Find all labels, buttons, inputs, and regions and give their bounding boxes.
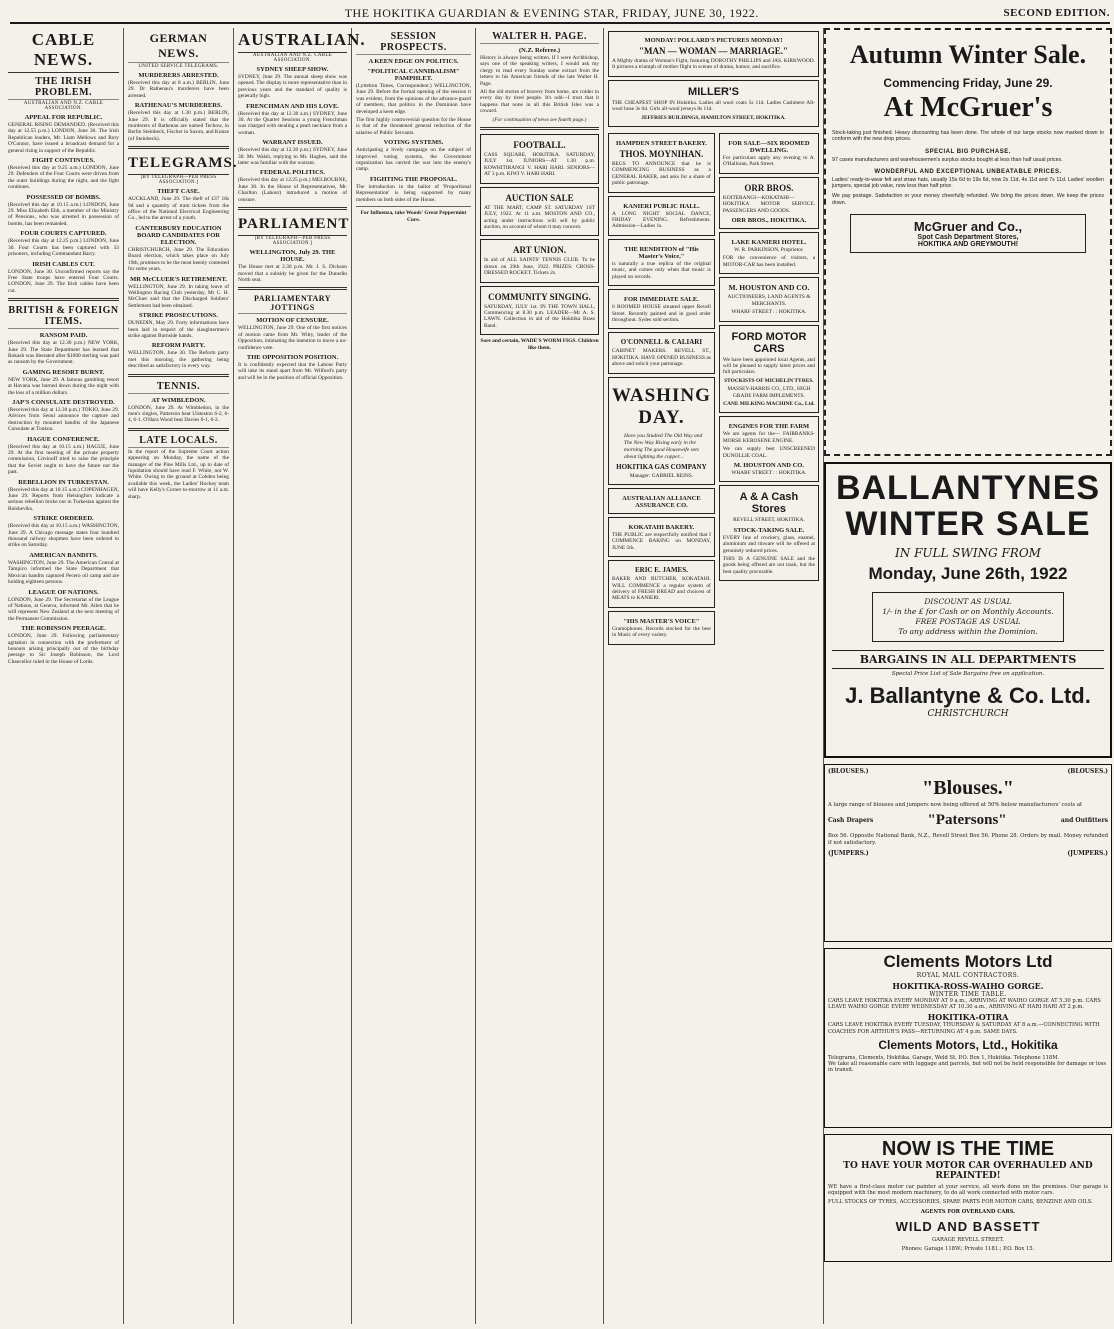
hampden-name: THOS. MOYNIHAN.	[619, 149, 704, 160]
jumpers-label-right: (JUMPERS.)	[1067, 849, 1108, 857]
blouses-body: A large range of blouses and jumpers now being offered at 50% below manufacturers' costs at	[828, 802, 1083, 808]
edition-label: SECOND EDITION.	[1003, 7, 1110, 19]
now-time-body: WE have a first-class motor car painter at your service, all work done on the premises. Our garage is equipped with the most modern machinery, to do all work connected with motor cars.	[828, 1184, 1108, 1197]
article-body: Anticipating a lively campaign on the subject of improved voting systems, the Government organization has carried the war into the enemy's camp.	[356, 147, 471, 173]
stocktaking-body: EVERY line of crockery, glass, enamel, aluminium and tinware will be offered at genuinely reduced prices.	[722, 534, 815, 554]
community-singing-body: SATURDAY, JULY 1st. IN THE TOWN HALL, Commencing at 8.30 p.m. LEADER—Mr A. S. LAWN. Collection in aid of the Hokitika Brass Band.	[484, 303, 595, 329]
massey-harris: MASSEY-HARRIS CO., LTD., HIGH GRADE FARM IMPLEMENTS.	[727, 386, 811, 399]
article-body: WELLINGTON, June 30. The Reform party met this morning, the gathering being described as satisfactory in every way.	[128, 350, 229, 370]
wild-bassett-ad	[824, 1134, 1112, 1262]
art-union-body: In aid of ALL SAINTS' TENNIS CLUB. To be drawn on 29th June, 1922. PRIZES: CROSS-DRESSED ROCKET. Tickets 2s.	[484, 257, 595, 277]
article-body: The first highly controversial question for the House is that of the threatened general reduction of the salaries of Public Servants.	[356, 117, 471, 136]
classified-two-column	[608, 130, 819, 648]
mcgruer-commencing: Commencing Friday, June 29.	[883, 76, 1053, 90]
article-body: History is always being written. If I were Archbishop, says one of the speaking writers, I would ask my clergy to read every Sunday some extract from the letters to his American friends of the late Walter H. Page.	[480, 55, 599, 87]
article-body: (Received this day at 12.30 p.m.) NEW YORK, June 29. The State Department has learned that Bokash was liberated after $1000 sterling was paid as ransom by the Government.	[8, 340, 119, 366]
michelin-stockists: STOCKISTS OF MICHELIN TYRES.	[724, 377, 814, 384]
lake-name: W. R. PARKINSON, Proprietor.	[734, 247, 804, 254]
wild-bassett-name: WILD AND BASSETT	[895, 1218, 1041, 1234]
patersons-row	[828, 812, 1108, 829]
ballantynes-postage: FREE POSTAGE AS USUAL	[915, 617, 1021, 626]
article-heading: POSSESSED OF BOMBS.	[26, 193, 101, 201]
ballantynes-company: J. Ballantyne & Co. Ltd.	[845, 683, 1091, 708]
auction-body: AT THE MART, CAMP ST. SATURDAY 1ST JULY, 1922. At 11 a.m. MOSTON AND CO., acting under instructions will sell by public auction, on account of whom it may concern.	[484, 204, 595, 230]
article-heading: FOUR COURTS CAPTURED.	[20, 230, 107, 238]
auction-title: AUCTION SALE	[505, 192, 574, 203]
ballantynes-special: Special Price List of Sale Bargains free on application.	[891, 671, 1045, 677]
masthead	[10, 4, 1110, 24]
article-body: GENERAL RISING DEMANDED. (Received this day at 12.55 p.m.) LONDON, June 30. The Irish Republican leaders, Mr. Liam Mellows and Rory O'Connor, have issued a broadcast demand for a general rising in support of the Republic.	[8, 122, 119, 154]
clements-timetable: CARS LEAVE HOKITIKA EVERY MONDAY AT 9 a.m., ARRIVING AT WAIHO GORGE AT 5.30 p.m. CARS LEAVE WAIHO GORGE EVERY WEDNESDAY AT 10.30 a.m., ARRIVING AT HARI HARI AT 2 p.m.	[828, 998, 1101, 1011]
article-body: WASHINGTON, June 29. The American Consul at Tampico informed the State Department that Mexican bandits captured Pecero oil camp and are holding eighteen persons.	[8, 559, 119, 586]
kokatahi-body: THE PUBLIC are respectfully notified that I COMMENCE BAKING on MONDAY, JUNE 5th.	[612, 531, 711, 551]
ballantynes-address: To any address within the Dominion.	[898, 627, 1038, 636]
patersons-address: Box 56. Opposite National Bank, N.Z., Revell Street Box 56. Phone 28. Orders by mail. Money refunded if not satisfactory.	[828, 833, 1108, 846]
column-australian	[234, 28, 366, 1324]
article-body: DUNEDIN, May 29. Forty informations have been laid in respect of the slaughtermen's strike against Burnside hands.	[128, 320, 229, 339]
mcgruer-footer	[850, 214, 1086, 253]
article-heading: VOTING SYSTEMS.	[383, 139, 444, 147]
lake-body: FOR the convenience of visitors, a MOTOR-CAR has been installed.	[722, 255, 815, 268]
mcgruer-at: At McGruer's	[883, 92, 1053, 123]
mcgruer-place: HOKITIKA AND GREYMOUTH!	[917, 241, 1019, 249]
hmv-rendition-body: is naturally a true replica of the original music, and comes only when that music is played on records.	[612, 260, 711, 280]
oconnell-body: CABINET MAKERS. REVELL ST., HOKITIKA. HAVE OPENED BUSINESS as above and solicit your patronage.	[612, 348, 711, 368]
cable-association: AUSTRALIAN AND N.Z. CABLE ASSOCIATION.	[23, 101, 104, 111]
article-body: LONDON, June 29. At Wimbledon, in the men's singles, Patterson beat Ulsteston 6-2, 6-4, 6-1. O'Hara Wood beat Davies 6-1, 6-2.	[128, 404, 229, 424]
column-german-news	[124, 28, 238, 1324]
lake-kanieri-ad	[719, 232, 819, 274]
article-body: The House met at 2.30 p.m. Mr. J. S. Dickson moved that a subsidy be given for the Dunedin North seat.	[238, 264, 347, 283]
late-locals-title: LATE LOCALS.	[128, 435, 229, 448]
sale-title: FOR IMMEDIATE SALE.	[624, 296, 699, 304]
classified-right	[719, 130, 819, 648]
article-heading: WARRANT ISSUED.	[262, 139, 323, 147]
article-body: (Lyttelton Times, Correspondent.) WELLINGTON, June 29. Before the formal opening of the session it was evident, from the opinions of the advance-guard of members, that politics in the Dominion have developed a keen edge.	[356, 83, 471, 115]
clements-motors-ad	[824, 948, 1112, 1128]
sale-body: 6 ROOMED HOUSE situated upper Revell Street. Recently painted and in good order throughout. Sydes sold section.	[612, 304, 711, 323]
community-singing-title: COMMUNITY SINGING.	[488, 291, 591, 302]
coal-body: We can supply best UNSCREENED DUNOLLIE COAL.	[722, 446, 815, 459]
column-walter-page	[476, 28, 604, 1324]
millers-body: THE CHEAPEST SHOP IN Hokitika. Ladies all wool coats 5s 11d. Ladies Cashmere All-wool hose 3s 6d. Girls all-wool jerseys 8s 11d.	[612, 99, 815, 113]
eric-title: ERIC E. JAMES.	[634, 566, 688, 575]
article-heading: HAGUE CONFERENCE.	[27, 435, 100, 443]
community-singing-ad	[480, 286, 599, 336]
article-body: (Received this day at 12.25 p.m.) LONDON, June 30. Four Courts has been captured with 33 prisoners, including Commandant Barry.	[8, 238, 119, 258]
press-association: [BY TELEGRAPH—PER PRESS ASSOCIATION.]	[254, 236, 331, 247]
ford-cars-ad	[719, 325, 819, 414]
article-heading: FEDERAL POLITICS.	[259, 169, 326, 177]
hampden-body: BEGS TO ANNOUNCE that he is COMMENCING BUSINESS as a GENERAL BAKER, and asks for a share of public patronage.	[612, 161, 711, 187]
article-body: (Received this day at 1.30 p.m.) BERLIN, June 29. It is officially stated that the murderers of Rathenau are named Techow, in Berlin Steinbeck, Fischer in Saxon, and Kunze (of Steinbeck).	[128, 110, 229, 142]
assurance-ad	[608, 488, 715, 514]
article-heading: THE ROBINSON PEERAGE.	[21, 625, 106, 633]
kaniere-body: A LONG NIGHT SOCIAL DANCE, FRIDAY EVENING. Refreshments. Admission—Ladies 1s.	[612, 210, 711, 230]
auction-ad	[480, 187, 599, 237]
washing-title: WASHING DAY.	[612, 384, 711, 428]
article-body: All the old stories of bravery from home, are colder in every day by tired people. It's odd—I trust that it happens that none in all this British Isles was a coward.	[480, 89, 599, 115]
orr-body: KOITERANGI—KOKATAHI—HOKITIKA MOTOR SERVICE. PASSENGERS AND GOODS.	[722, 194, 815, 214]
mcgruer-special-body: 97 cases manufacturers and warehousemen's surplus stocks bought at less than half usual prices.	[832, 156, 1063, 163]
article-body: In the report of the Supreme Court action appearing on Monday, the name of the manager of the Pine Mills Ltd., up to date of liquidation should have read F. White, not W. White. Owing to the ground at Cobden being available this week, the Ladies' Hockey team will have Kelly's Corner to-morrow at 11 a.m. sharp.	[128, 448, 229, 500]
patent-medicine-ad: For Influenza, take Woods' Great Peppermint Cure.	[360, 210, 467, 223]
article-body: AUCKLAND, June 29. The theft of £37 18s 9d and a quantity of tram tickets from the office of the National Electrical Engineering Co., led to the arrest of a youth.	[128, 196, 229, 222]
article-body: LONDON, June 29. The Secretariat of the League of Nations, at Geneva, informed Mr. Allen that he will represent New Zealand at the next meeting of the Permanent Commission.	[8, 596, 119, 622]
houston-ad	[719, 277, 819, 321]
ballantynes-discount: DISCOUNT AS USUAL	[924, 597, 1012, 606]
column-display-ads	[824, 28, 1112, 1324]
now-time-overland: AGENTS FOR OVERLAND CARS.	[920, 1208, 1016, 1215]
masters-voice-ad	[608, 611, 715, 645]
kokatahi-title: KOKATAHI BAKERY.	[628, 523, 695, 531]
ford-title: FORD MOTOR CARS	[731, 330, 807, 355]
mcgruer-sub: Spot Cash Department Stores,	[917, 234, 1019, 242]
irish-problem-heading: THE IRISH PROBLEM.	[8, 76, 119, 100]
article-subheading: A KEEN EDGE ON POLITICS.	[368, 58, 459, 65]
divider	[356, 206, 471, 207]
mcgruer-exceptional-body: Ladies' ready-to-wear felt and straw hats, usually 15s 6d to 19s 6d, now 2s 11d, 4s 11d and 7s 11d. Ladies' woollen jumpers, special job value, now less than half price.	[832, 176, 1104, 190]
engines-title: ENGINES FOR THE FARM	[728, 423, 810, 431]
football-title: FOOTBALL.	[513, 140, 566, 151]
mcgruer-title: Autumn Winter Sale.	[849, 40, 1087, 69]
article-subheading: "POLITICAL CANNIBALISM" PAMPHLET.	[367, 68, 460, 82]
blouses-top-row	[828, 768, 1108, 775]
millers-title: MILLER'S	[688, 85, 739, 98]
gas-manager: Manager: GABRIEL REINS.	[629, 472, 694, 479]
article-heading: APPEAL FOR REPUBLIC.	[24, 114, 103, 121]
houston-title: M. HOUSTON AND CO.	[728, 283, 810, 293]
section-divider	[238, 207, 347, 210]
masters-title: "HIS MASTER'S VOICE"	[623, 617, 700, 625]
washing-day-ad	[608, 377, 715, 485]
article-body: (Received this day at 10.15 a.m.) HAGUE, June 29. At the first meeting of the private property commission, Litvinoff tried to raise the principle that the Soviet ought to have the future not the past.	[8, 443, 119, 476]
section-divider	[480, 127, 599, 130]
article-body: CHRISTCHURCH, June 29. The Education Board election, which takes place on July 19th, promises to be the most keenly contested for some years.	[128, 246, 229, 273]
telegrams-title: TELEGRAMS.	[128, 153, 229, 175]
football-body: CASS SQUARE, HOKITIKA. SATURDAY, JULY 1st. JUNIORS—AT 1.30 p.m. KOWHITIRANGI V. HARI HARI. SENIORS—AT 3 p.m. KIWI V. HARI HARI.	[484, 152, 595, 178]
article-body: LONDON, June 30. Unconfirmed reports say the Free State troops have entered Four Courts. LONDON, June 29. The Irish cables have been cut.	[8, 268, 119, 294]
german-news-title: GERMAN NEWS.	[128, 31, 229, 63]
patersons-name: "Patersons"	[927, 812, 1007, 829]
article-body: (Received this day at 10.15 a.m.) LONDON, June 29. Miss Elizabeth Ebb, a member of the Ministry of Pensions, who was arrested in possession of bombs, has been remanded.	[8, 201, 119, 227]
article-heading: MURDERERS ARRESTED.	[138, 72, 219, 79]
article-heading: MOTION OF CENSURE.	[256, 317, 329, 325]
now-time-sub: TO HAVE YOUR MOTOR CAR OVERHAULED AND REPAINTED!	[843, 1161, 1093, 1181]
ballantynes-ad	[824, 462, 1112, 758]
ballantynes-bargains: BARGAINS IN ALL DEPARTMENTS	[832, 650, 1104, 669]
ford-body: We have been appointed local Agents, and will be pleased to supply latest prices and full particulars.	[722, 356, 815, 376]
article-body: (Received this day at 12.30 p.m.) SYDNEY, June 30. Mr. Walsh, replying to Mr. Hughes, said the latter was familiar with the warrant.	[238, 147, 347, 167]
immediate-sale-ad	[608, 289, 715, 329]
article-body: (Received this day at 8 a.m.) BERLIN, June 29. Dr Rathenau's murderers have been arrested.	[128, 80, 229, 99]
blouses-title: "Blouses."	[922, 777, 1014, 799]
article-body: (Received this day at 12.30 p.m.) TOKIO, June 29. Advices from Seoul announce the capture and destruction by mounted bandits of the Japanese Consulate at Toukou.	[8, 406, 119, 433]
article-heading: RANSOM PAID.	[39, 332, 88, 340]
houston-footer-street: WHARF STREET : : HOKITIKA.	[731, 469, 807, 476]
gas-company-title: HOKITIKA GAS COMPANY	[616, 462, 707, 471]
british-foreign-heading: BRITISH & FOREIGN ITEMS.	[8, 305, 119, 328]
eric-body: BAKER AND BUTCHER, KOKATAHI. WILL COMMENCE a regular system of delivery of FRESH BREAD and choicest of MEATS to KANIERI.	[612, 576, 711, 602]
jottings-title: PARLIAMENTARY JOTTINGS	[238, 294, 347, 314]
article-heading: CANTERBURY EDUCATION BOARD CANDIDATES FOR ELECTION.	[135, 224, 222, 246]
article-body: NEW YORK, June 29. A famous gambling resort at Havana was burned down during the night with the loss of a million dollars.	[8, 376, 119, 396]
cable-association: AUSTRALIAN AND N.Z. CABLE ASSOCIATION.	[252, 53, 333, 63]
column-classified-ads	[604, 28, 824, 1324]
art-union-title: ART UNION.	[512, 245, 567, 256]
oconnell-title: O'CONNELL & CALIARI	[620, 338, 703, 347]
cable-news-title: CABLE NEWS.	[8, 28, 119, 73]
orr-title: ORR BROS.	[744, 182, 794, 193]
clements-gorge: HOKITIKA-ROSS-WAIHO GORGE.	[892, 981, 1044, 991]
orr-bros-ad	[719, 177, 819, 229]
article-body: (Received this day at 12.30 a.m.) SYDNEY, June 30. At the Quarter Sessions a young Frenchman was charged with stealing a pearl necklace from a woman.	[238, 110, 347, 136]
kaniere-title: KANIERI PUBLIC HALL.	[623, 202, 700, 210]
section-divider	[8, 298, 119, 301]
washing-poem: Have you Studied The Old Way and The New Way Rising early in the morning The good Housewife sets about lighting the copper...	[624, 432, 703, 460]
jumpers-label-left: (JUMPERS.)	[828, 849, 869, 857]
article-body: SYDNEY, June 29. The annual sheep show was opened. The display is more representative than in previous years and the standard of quality is generally high.	[238, 74, 347, 100]
article-heading: REFORM PARTY.	[151, 342, 206, 350]
article-heading: FIGHTING THE PROPOSAL.	[369, 175, 458, 183]
masters-body: Gramophones. Records stocked for the best in Music of every variety.	[612, 625, 711, 639]
dwelling-title: FOR SALE—SIX ROOMED DWELLING.	[728, 140, 810, 155]
aa-cash-title: A & A Cash Stores	[739, 491, 799, 516]
mcgruer-name: McGruer and Co.,	[913, 219, 1023, 235]
pollard-body: A Mighty drama of Woman's Fight, featuring DOROTHY PHILLIPS and JAS. KIRKWOOD. It pictures a triumph of mother flight in scenes of drama, humor, and sacrifice.	[612, 58, 815, 71]
clements-contact: Telegrams, Clements, Hokitika. Garage, Weld St. P.O. Box 1, Hokitika. Telephone 118M.	[828, 1054, 1060, 1061]
hampden-bakery-ad	[608, 133, 715, 193]
mcgruer-special: SPECIAL BIG PURCHASE.	[925, 148, 1011, 155]
press-association: [BY TELEGRAPH—PER PRESS ASSOCIATION.]	[140, 175, 217, 186]
mcgruer-exceptional: WONDERFUL AND EXCEPTIONAL UNBEATABLE PRICES.	[874, 168, 1062, 175]
cane-milking: CANE MILKING MACHINE Co., Ltd.	[723, 400, 815, 407]
mcgruer-closing: We pay postage. Satisfaction or your money cheerfully refunded. We bring the prices down. We keep the prices down.	[832, 193, 1104, 206]
mcgruer-intro: Stock-taking just finished. Heavy discounting has been done. The whole of our large stocks now marked down to conform with the new drop prices.	[832, 130, 1104, 143]
article-heading: FRENCHMAN AND HIS LOVE.	[246, 102, 339, 110]
article-heading: THEFT CASE.	[157, 188, 200, 196]
engines-body: We are agents for the— FAIRBANKS-MORSE KEROSENE ENGINE.	[722, 431, 815, 444]
article-heading: MR McCLUER'S RETIREMENT.	[130, 275, 227, 283]
clements-otira-timetable: CARS LEAVE HOKITIKA EVERY TUESDAY, THURSDAY & SATURDAY AT 8 a.m.—CONNECTING WITH COACHES FOR ARTHUR'S PASS—RETURNING AT 4 p.m. SAME DAYS.	[828, 1022, 1100, 1035]
clements-winter: WINTER TIME TABLE.	[929, 991, 1007, 998]
football-ad	[480, 134, 599, 184]
wild-bassett-garage: GARAGE REVELL STREET.	[932, 1236, 1004, 1243]
column-session-prospects	[352, 28, 476, 1324]
article-heading: AT WIMBLEDON.	[151, 396, 206, 404]
lake-title: LAKE KANIERI HOTEL.	[731, 239, 807, 247]
art-union-ad	[480, 239, 599, 282]
column-cable-news	[4, 28, 124, 1324]
engines-ad	[719, 416, 819, 482]
article-subheading: (N.Z. Referee.)	[518, 47, 561, 54]
ballantynes-discount-terms: 1/- in the £ for Cash or on Monthly Accounts.	[882, 607, 1054, 616]
section-divider	[128, 428, 229, 431]
ballantynes-date: Monday, June 26th, 1922	[868, 564, 1068, 583]
parliament-title: PARLIAMENT	[238, 214, 347, 236]
his-masters-voice-ad	[608, 239, 715, 286]
article-heading: SYDNEY SHEEP SHOW.	[256, 66, 329, 73]
outfitters: and Outfitters	[1060, 817, 1108, 825]
eric-james-ad	[608, 560, 715, 608]
blouses-label-left: (BLOUSES.)	[828, 768, 869, 775]
kaniere-hall-ad	[608, 196, 715, 236]
article-body: WELLINGTON, June 29. In taking leave of Wellington Racing Club yesterday, Mr C. H. McCluer said that the Discharged Soldiers' Settlement had been obtained.	[128, 283, 229, 309]
tennis-title: TENNIS.	[128, 381, 229, 394]
article-heading: STRIKE ORDERED.	[33, 515, 94, 523]
service-association: UNITED SERVICE TELEGRAMS.	[138, 64, 219, 69]
australian-title: AUSTRALIAN.	[238, 28, 347, 53]
article-heading: AMERICAN BANDITS.	[29, 551, 98, 559]
kokatahi-bakery-ad	[608, 517, 715, 557]
section-divider	[128, 146, 229, 149]
assurance-title: AUSTRALIAN ALLIANCE ASSURANCE CO.	[622, 494, 701, 509]
stocktaking-title: STOCK-TAKING SALE.	[733, 526, 805, 534]
ballantynes-terms-box	[872, 592, 1064, 642]
clements-title: Clements Motors Ltd	[883, 952, 1053, 971]
millers-ad	[608, 80, 819, 127]
houston-street: WHARF STREET : : HOKITIKA.	[731, 309, 807, 316]
article-heading: WELLINGTON, July 29. THE HOUSE.	[249, 249, 336, 264]
clements-royal: ROYAL MAIL CONTRACTORS.	[916, 972, 1020, 979]
article-heading: REBELLION IN TURKESTAN.	[18, 478, 109, 486]
walter-page-title: WALTER H. PAGE.	[480, 31, 599, 44]
orr-footer: ORR BROS., HOKITIKA.	[731, 217, 807, 225]
houston-footer: M. HOUSTON AND CO.	[733, 461, 804, 469]
cash-drapers: Cash Drapers	[828, 817, 874, 825]
article-body: (Received this day at 12.25 p.m.) MELBOURNE, June 30. In the House of Representatives, Mr. Charlton (Labour) introduced a motion of censure.	[238, 177, 347, 203]
genuine-sale-body: THIS IS A GENUINE SALE and the goods being offered are not trash, but the best quality procurable.	[722, 556, 815, 575]
houston-sub: AUCTIONEERS, LAND AGENTS & MERCHANTS.	[727, 294, 811, 307]
blouses-label-right: (BLOUSES.)	[1067, 768, 1108, 775]
session-prospects-title: SESSION PROSPECTS.	[356, 31, 471, 55]
pollard-film-title: "MAN — WOMAN — MARRIAGE."	[638, 46, 789, 56]
article-heading: IRISH CABLES CUT.	[32, 260, 95, 268]
hampden-title: HAMPDEN STREET BAKERY.	[615, 140, 707, 148]
ballantynes-city: CHRISTCHURCH	[927, 709, 1009, 719]
now-time-title: NOW IS THE TIME	[881, 1138, 1055, 1160]
ballantynes-title: BALLANTYNES WINTER SALE	[835, 469, 1101, 543]
article-heading: THE OPPOSITION POSITION.	[246, 353, 339, 361]
worm-figs-ad: Sore and certain, WADE'S WORM FIGS. Children like them.	[480, 338, 599, 351]
article-body: It is confidently expected that the Labour Party will take its stand apart from Mr. Wilford's party and will be in the position of official Opposition.	[238, 361, 347, 381]
section-divider	[238, 287, 347, 290]
dwelling-body: For particulars apply any evening to A. O'Halloran, Park Street.	[722, 155, 815, 168]
article-body: (Received this day at 10.15 a.m.) COPENHAGEN, June 29. Reports from Helsingfors indicate a serious rebellion broke out in Turkestan against the Bolsheviks.	[8, 486, 119, 512]
classified-left	[608, 130, 715, 648]
clements-company: Clements Motors, Ltd., Hokitika	[878, 1037, 1058, 1052]
masthead-title: THE HOKITIKA GUARDIAN & EVENING STAR, FRIDAY, JUNE 30, 1922.	[344, 5, 759, 20]
pollard-pictures-ad	[608, 31, 819, 77]
clements-note: We take all reasonable care with luggage and parcels, but will not be held responsible for damage or loss in transit.	[828, 1061, 1107, 1074]
article-body: WELLINGTON, June 29. One of the first notices of motion came from Mr. Witty, leader of the Opposition, intimating the intention to move a no-confidence vote.	[238, 325, 347, 351]
now-time-agents: FULL STOCKS OF TYRES, ACCESSORIES, SPARE PARTS FOR MOTOR CARS, BENZINE AND OILS.	[828, 1199, 1093, 1206]
patersons-blouses-ad	[824, 764, 1112, 942]
wild-bassett-phone: Phones: Garage 118W.; Private 1181.; P.O. Box 15.	[901, 1246, 1035, 1253]
hmv-rendition-title: THE RENDITION of "His Master's Voice,"	[624, 245, 699, 260]
article-heading: RATHENAU'S MURDERERS.	[134, 102, 223, 110]
oconnell-caliari-ad	[608, 332, 715, 373]
section-divider	[128, 374, 229, 377]
dwelling-sale-ad	[719, 133, 819, 174]
mcgruer-sale-ad	[824, 28, 1112, 456]
article-body: (Received this day at 10.15 a.m.) WASHINGTON, June 29. A Chicago message states four hundred thousand railway shopmen have been ordered to strike on Saturday.	[8, 523, 119, 549]
article-body: The introduction in the ballot of 'Proportional Representation' is being supported by many members on both sides of the House.	[356, 183, 471, 203]
pollard-heading: MONDAY! POLLARD'S PICTURES MONDAY!	[644, 37, 783, 44]
aa-cash-stores-ad	[719, 485, 819, 581]
continuation-note: (For continuation of news see fourth page.)	[492, 116, 587, 123]
article-heading: FIGHT CONTINUES.	[32, 157, 95, 165]
clements-otira: HOKITIKA-OTIRA	[927, 1012, 1009, 1023]
article-body: (Received this day at 9.25 a.m.) LONDON, June 29. Defenders of the Four Courts were driven from the outer buildings during the night, and the fight continues.	[8, 165, 119, 191]
article-heading: LEAGUE OF NATIONS.	[28, 588, 99, 596]
article-heading: GAMING RESORT BURNT.	[22, 368, 105, 376]
aa-cash-street: REVELL STREET, HOKITIKA.	[733, 517, 805, 524]
ballantynes-swing: IN FULL SWING FROM	[895, 546, 1041, 560]
millers-address: JEFFRIES BUILDINGS, HAMILTON STREET, HOKITIKA.	[641, 114, 786, 121]
article-heading: JAP'S CONSULATE DESTROYED.	[12, 398, 115, 406]
jumpers-row	[828, 850, 1108, 857]
article-body: LONDON, June 29. Following parliamentary agitation in connection with the preferment of honours arising principally out of the birthday peerage to Sir Joseph Robinson, the Lord Chancellor ruled in the House of Lords.	[8, 633, 119, 665]
article-heading: STRIKE PROSECUTIONS.	[138, 312, 219, 320]
